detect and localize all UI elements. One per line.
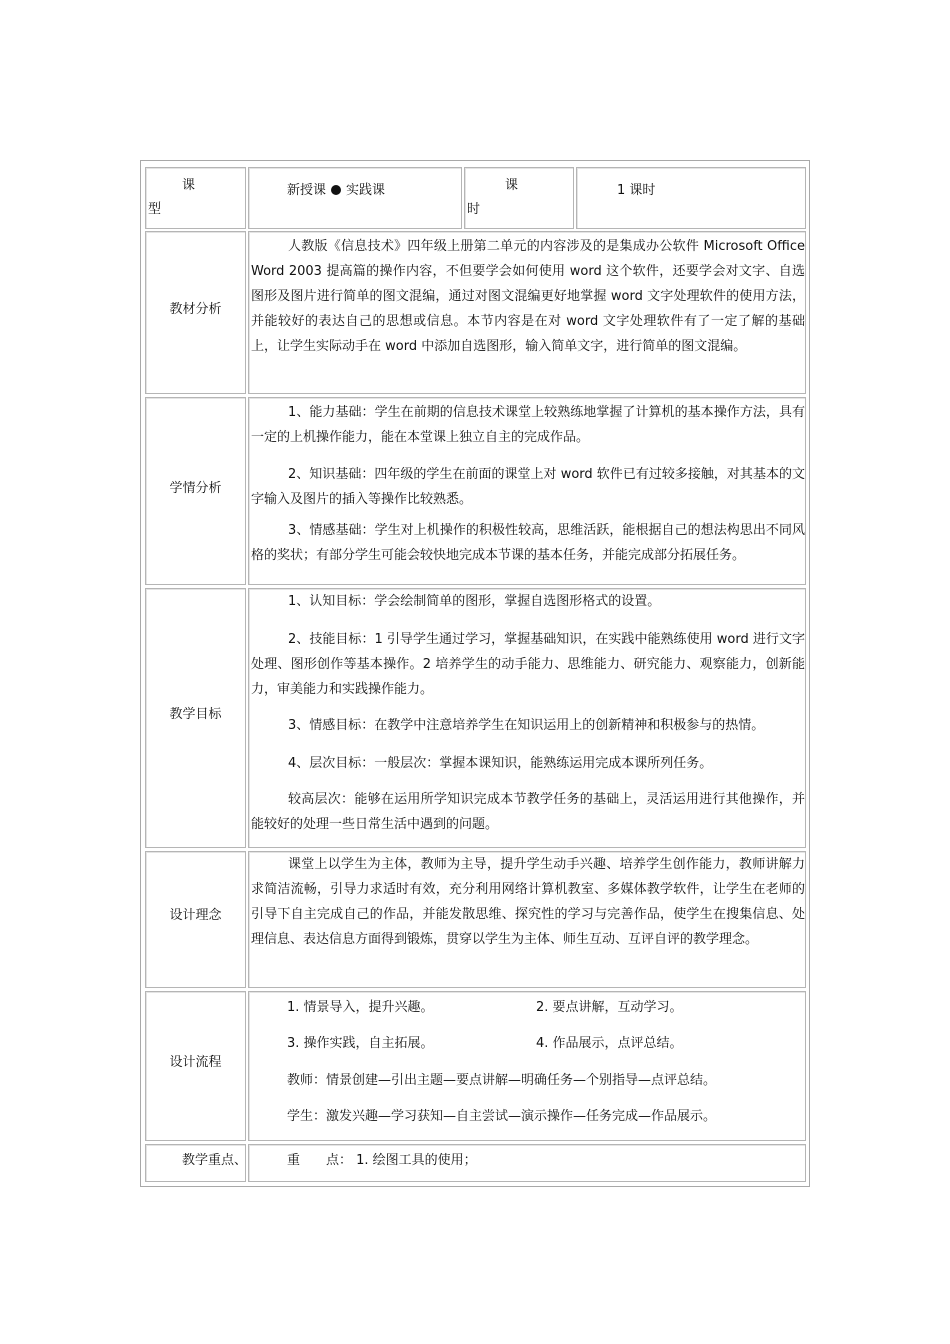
material-label: 教材分析	[169, 302, 222, 317]
hours-label-char1: 课	[505, 178, 519, 193]
students-p3: 3、情感基础：学生对上机操作的积极性较高，思维活跃，能根据自己的想法构思出不同风格的奖状；有部分学生可能会较快地完成本节课的基本任务，并能完成部分拓展任务。	[251, 523, 805, 563]
lesson-type-value-cell	[248, 167, 462, 229]
goals-p2: 2、技能目标：1 引导学生通过学习，掌握基础知识，在实践中能熟练使用 word 进行文字处理、图形创作等基本操作。2 培养学生的动手能力、思维能力、研究能力、观察能力，创新能力，审美能力和实践操作能力。	[251, 632, 805, 697]
flow-teacher: 教师：情景创建—引出主题—要点讲解—明确任务—个别指导—点评总结。	[287, 1073, 717, 1088]
lesson-type-practice: 实践课	[346, 183, 386, 198]
flow-label: 设计流程	[169, 1055, 222, 1070]
flow-step-2: 2. 要点讲解，互动学习。	[536, 1000, 683, 1015]
flow-student: 学生：激发兴趣—学习获知—自主尝试—演示操作—任务完成—作品展示。	[287, 1109, 717, 1124]
focus-label: 教学重点、	[182, 1153, 248, 1168]
goals-content-cell	[248, 588, 806, 848]
material-content-cell	[248, 231, 806, 394]
goals-p1: 1、认知目标：学会绘制简单的图形，掌握自选图形格式的设置。	[288, 594, 661, 609]
goals-p3: 3、情感目标：在教学中注意培养学生在知识运用上的创新精神和积极参与的热情。	[288, 718, 765, 733]
lesson-type-label-cell	[145, 167, 246, 229]
goals-label-cell	[145, 588, 246, 848]
concept-label: 设计理念	[169, 908, 222, 923]
students-label: 学情分析	[169, 481, 222, 496]
lesson-plan-table	[140, 160, 810, 1187]
hours-label-char2: 时	[467, 202, 481, 217]
material-label-cell	[145, 231, 246, 394]
hours-value: 1 课时	[617, 183, 656, 198]
focus-text: 重 点： 1. 绘图工具的使用；	[287, 1153, 477, 1168]
bullet-icon	[331, 185, 341, 195]
lesson-type-value	[287, 183, 385, 199]
flow-content-cell	[248, 991, 806, 1141]
goals-p5: 较高层次：能够在运用所学知识完成本节教学任务的基础上，灵活运用进行其他操作，并能较好的处理一些日常生活中遇到的问题。	[251, 792, 805, 832]
flow-step-1: 1. 情景导入，提升兴趣。	[287, 1000, 434, 1015]
material-text: 人教版《信息技术》四年级上册第二单元的内容涉及的是集成办公软件 Microsoft Office Word 2003 提高篇的操作内容，不但要学会如何使用 word 这个软件，还要学会对文字、自选图形及图片进行简单的图文混编，通过对图文混编更好地掌握 word 文字处理软件的使用方法，并能较好的表达自己的思想或信息。本节内容是在对 word 文字处理软件有了一定了解的基础上，让学生实际动手在 word 中添加自选图形，输入简单文字，进行简单的图文混编。	[251, 239, 805, 354]
flow-step-3: 3. 操作实践，自主拓展。	[287, 1036, 434, 1051]
focus-label-cell	[145, 1144, 246, 1182]
students-content-cell	[248, 397, 806, 585]
concept-text: 课堂上以学生为主体，教师为主导，提升学生动手兴趣、培养学生创作能力，教师讲解力求简洁流畅，引导力求适时有效，充分利用网络计算机教室、多媒体教学软件，让学生在老师的引导下自主完成自己的作品，并能发散思维、探究性的学习与完善作品，使学生在搜集信息、处理信息、表达信息方面得到锻炼，贯穿以学生为主体、师生互动、互评自评的教学理念。	[251, 857, 805, 947]
concept-content-cell	[248, 851, 806, 988]
students-label-cell	[145, 397, 246, 585]
goals-p4: 4、层次目标：一般层次：掌握本课知识，能熟练运用完成本课所列任务。	[288, 756, 713, 771]
flow-step-4: 4. 作品展示，点评总结。	[536, 1036, 683, 1051]
lesson-type-label-char2: 型	[148, 202, 162, 217]
flow-label-cell	[145, 991, 246, 1141]
hours-value-cell	[576, 167, 806, 229]
students-p1: 1、能力基础：学生在前期的信息技术课堂上较熟练地掌握了计算机的基本操作方法，具有一定的上机操作能力，能在本堂课上独立自主的完成作品。	[251, 405, 805, 445]
goals-label: 教学目标	[169, 707, 222, 722]
lesson-type-label-char1: 课	[182, 178, 196, 193]
concept-label-cell	[145, 851, 246, 988]
lesson-type-new: 新授课	[287, 183, 327, 198]
students-p2: 2、知识基础：四年级的学生在前面的课堂上对 word 软件已有过较多接触，对其基本的文字输入及图片的插入等操作比较熟悉。	[251, 467, 805, 507]
hours-label-cell	[464, 167, 574, 229]
focus-content-cell	[248, 1144, 806, 1182]
